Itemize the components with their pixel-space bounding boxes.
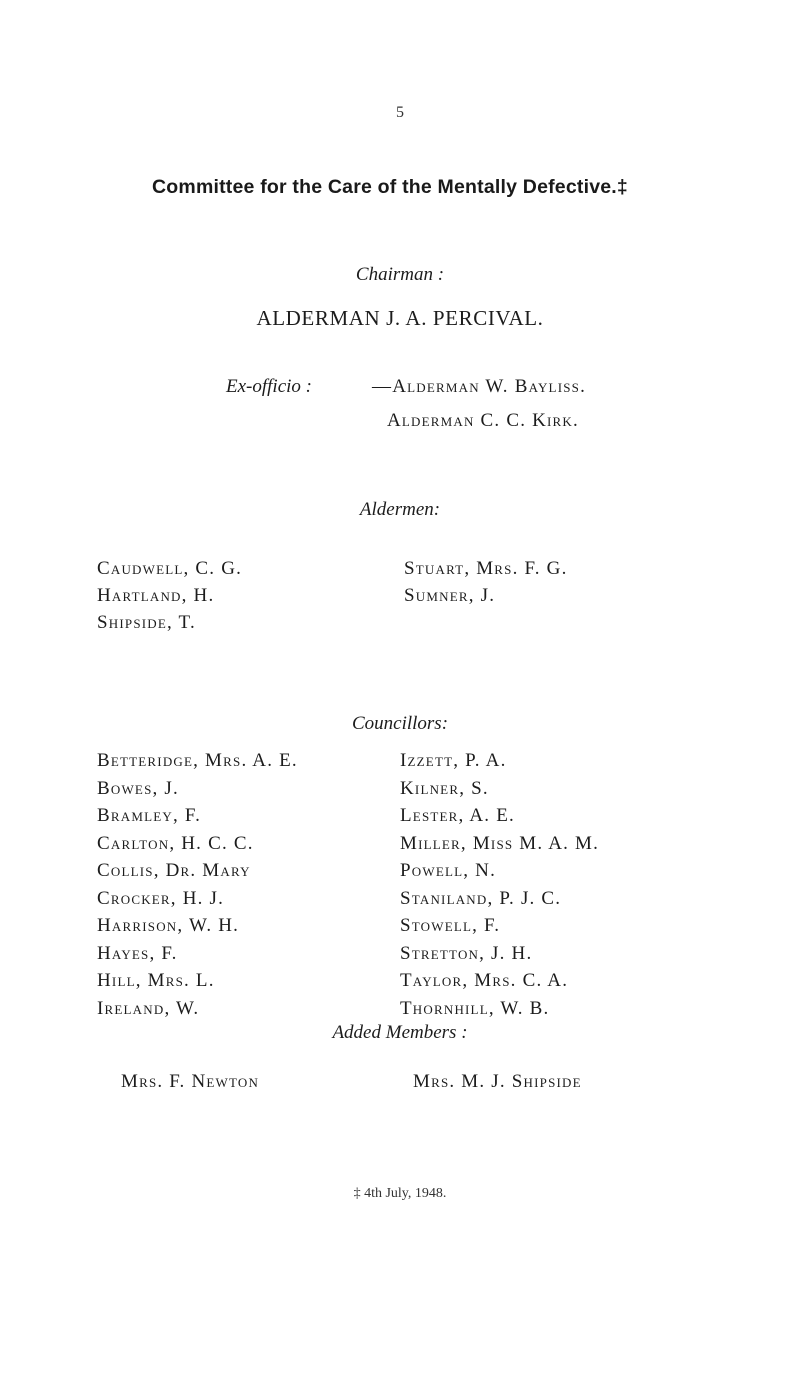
councillor-name: Ireland, W.	[97, 997, 200, 1019]
alderman-name: Sumner, J.	[404, 585, 496, 606]
alderman-name: Hartland, H.	[97, 585, 215, 606]
councillor-name: Miller, Miss M. A. M.	[400, 832, 600, 854]
councillor-name: Collis, Dr. Mary	[97, 860, 251, 881]
ex-officio-label: Ex-officio :	[226, 376, 312, 397]
councillor-name: Harrison, W. H.	[97, 915, 240, 936]
chairman-name: ALDERMAN J. A. PERCIVAL.	[256, 306, 544, 330]
councillor-name: Thornhill, W. B.	[400, 997, 550, 1019]
councillor-name: Bowes, J.	[97, 777, 179, 799]
councillor-name: Taylor, Mrs. C. A.	[400, 970, 569, 991]
councillors-left-column	[97, 747, 298, 1022]
page-number: 5	[396, 104, 404, 121]
ex-officio-member: Alderman C. C. Kirk.	[387, 410, 579, 431]
footnote: ‡ 4th July, 1948.	[353, 1186, 447, 1201]
councillor-name: Bramley, F.	[97, 805, 202, 826]
councillor-name: Powell, N.	[400, 860, 497, 881]
councillor-name: Stowell, F.	[400, 915, 501, 936]
councillors-label: Councillors:	[351, 713, 449, 734]
aldermen-right-column	[404, 555, 568, 609]
councillor-name: Betteridge, Mrs. A. E.	[97, 750, 298, 771]
councillor-name: Carlton, H. C. C.	[97, 832, 254, 854]
councillor-name: Staniland, P. J. C.	[400, 887, 562, 909]
alderman-name: Caudwell, C. G.	[97, 558, 243, 579]
councillor-name: Hill, Mrs. L.	[97, 970, 215, 991]
alderman-name: Stuart, Mrs. F. G.	[404, 558, 568, 579]
chairman-label: Chairman :	[355, 264, 445, 285]
councillor-name: Lester, A. E.	[400, 805, 515, 826]
councillor-name: Izzett, P. A.	[400, 750, 507, 771]
aldermen-left-column	[97, 555, 242, 636]
councillor-name: Hayes, F.	[97, 942, 178, 964]
alderman-name: Shipside, T.	[97, 612, 196, 633]
added-member-name: Mrs. F. Newton	[121, 1071, 260, 1092]
page-title: Committee for the Care of the Mentally Defective.‡	[152, 176, 628, 198]
councillor-name: Kilner, S.	[400, 777, 489, 799]
councillors-right-column	[400, 747, 599, 1022]
added-member-name: Mrs. M. J. Shipside	[413, 1071, 582, 1092]
councillor-name: Stretton, J. H.	[400, 942, 533, 964]
added-members-label: Added Members :	[332, 1022, 468, 1043]
councillor-name: Crocker, H. J.	[97, 887, 225, 909]
ex-officio-member: —Alderman W. Bayliss.	[372, 376, 587, 397]
aldermen-label: Aldermen:	[359, 499, 441, 520]
